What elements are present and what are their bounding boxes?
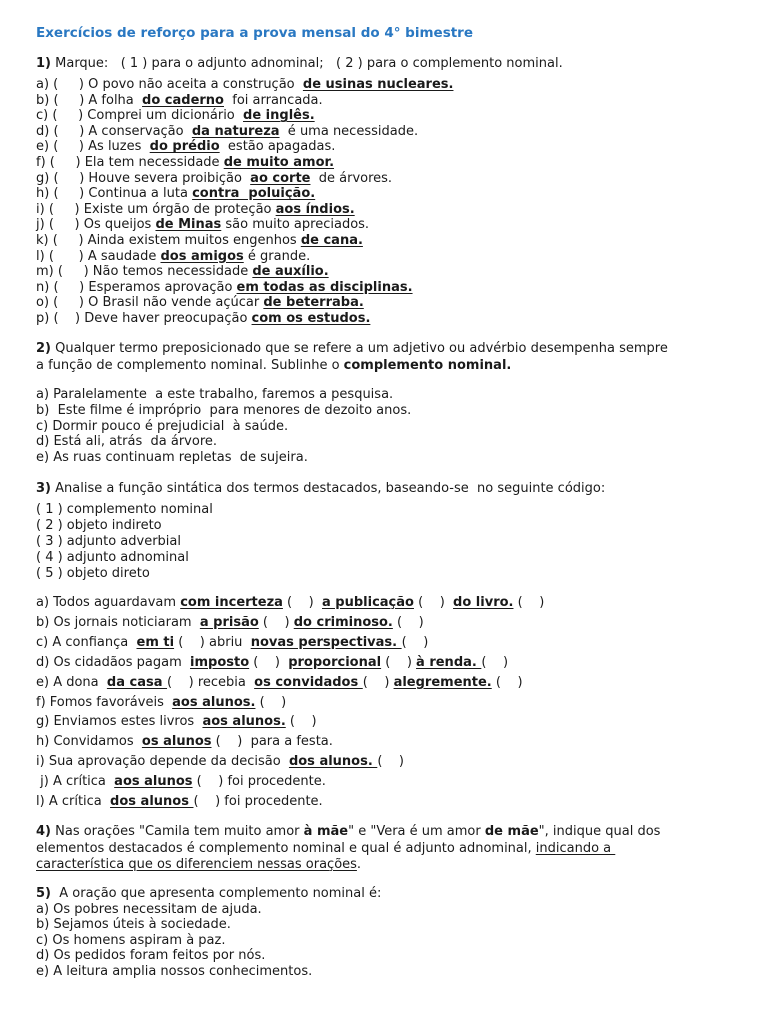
- text-segment: c) A confiança: [36, 634, 137, 650]
- text-segment: g) Enviamos estes livros: [36, 714, 203, 730]
- text-segment: foi arrancada.: [224, 92, 323, 108]
- highlighted-term: do criminoso.: [293, 614, 393, 630]
- highlighted-term: de cana.: [300, 232, 363, 248]
- text-segment: b) ( ) A folha: [36, 92, 143, 108]
- text-line: [36, 55, 748, 72]
- text-segment: ( ): [401, 634, 429, 650]
- bold-text: 2): [36, 341, 51, 356]
- text-segment: é grande.: [243, 248, 311, 264]
- text-segment: a) Os pobres necessitam de ajuda.: [36, 901, 262, 917]
- text-segment: k) ( ) Ainda existem muitos engenhos: [36, 232, 301, 248]
- text-segment: a) Todos aguardavam: [36, 595, 181, 610]
- text-segment: ( ) foi procedente.: [193, 794, 323, 810]
- text-line: [36, 155, 748, 171]
- text-line: [36, 77, 748, 93]
- text-segment: j) A crítica: [36, 774, 115, 790]
- text-segment: ( ): [381, 654, 417, 670]
- highlighted-term: dos alunos: [110, 794, 194, 810]
- text-line: [36, 280, 748, 296]
- text-line: [36, 673, 748, 693]
- question-3-prompt: [36, 480, 748, 497]
- text-line: [36, 202, 748, 218]
- question-3-codes: [36, 502, 748, 582]
- text-segment: a função de complemento nominal. Sublinhe o: [36, 358, 344, 373]
- highlighted-term: os convidados: [254, 674, 363, 690]
- text-segment: ", indique qual dos: [538, 824, 661, 839]
- text-line: [36, 824, 748, 841]
- text-line: [36, 518, 748, 534]
- text-segment: d) Os cidadãos pagam: [36, 654, 191, 670]
- text-segment: l) A crítica: [36, 794, 111, 810]
- text-line: [36, 613, 748, 633]
- text-segment: é uma necessidade.: [279, 123, 419, 139]
- text-line: [36, 566, 748, 582]
- text-line: [36, 653, 748, 673]
- text-segment: b) Sejamos úteis à sociedade.: [36, 917, 231, 933]
- text-line: [36, 233, 748, 249]
- text-segment: ( ): [481, 654, 509, 670]
- text-segment: g) ( ) Houve severa proibição: [36, 170, 251, 186]
- highlighted-term: em ti: [136, 634, 175, 650]
- text-segment: .: [356, 857, 362, 872]
- highlighted-term: de muito amor.: [223, 154, 335, 170]
- text-segment: h) ( ) Continua a luta: [36, 186, 193, 202]
- question-1-items: [36, 77, 748, 327]
- text-line: [36, 403, 748, 419]
- text-segment: e) A dona: [36, 674, 107, 690]
- text-segment: ( ): [392, 614, 424, 630]
- highlighted-term: da natureza: [191, 123, 280, 139]
- text-segment: l) ( ) A saudade: [36, 248, 161, 264]
- highlighted-term: de inglês.: [243, 108, 315, 124]
- text-line: [36, 434, 748, 450]
- text-segment: são muito apreciados.: [221, 217, 370, 233]
- highlighted-term: de auxílio.: [252, 264, 329, 280]
- bold-text: 4): [36, 824, 51, 839]
- text-line: [36, 387, 748, 403]
- text-segment: estão apagadas.: [219, 139, 336, 155]
- highlighted-term: em todas as disciplinas.: [236, 279, 413, 295]
- text-segment: ( ): [362, 674, 394, 690]
- text-segment: ( ): [255, 694, 287, 710]
- text-line: [36, 186, 748, 202]
- highlighted-term: característica que os diferenciem nessas orações: [36, 857, 357, 872]
- bold-text: complemento nominal.: [343, 358, 512, 373]
- bold-text: 5): [36, 886, 51, 901]
- highlighted-term: aos índios.: [275, 201, 355, 217]
- text-segment: A oração que apresenta complemento nominal é:: [51, 886, 382, 901]
- question-1-prompt: [36, 55, 748, 72]
- text-segment: ( ): [491, 674, 523, 690]
- text-segment: ( ): [413, 595, 454, 610]
- question-5-options: [36, 902, 748, 980]
- text-line: [36, 772, 748, 792]
- text-line: [36, 752, 748, 772]
- text-line: [36, 693, 748, 713]
- highlighted-term: a prisão: [199, 614, 259, 630]
- text-segment: ( ): [282, 595, 322, 610]
- text-line: [36, 917, 748, 933]
- text-line: [36, 902, 748, 918]
- text-segment: Qualquer termo preposicionado que se refere a um adjetivo ou advérbio desempenha sempre: [51, 341, 668, 356]
- text-segment: e) A leitura amplia nossos conhecimentos.: [36, 963, 313, 979]
- bold-text: 1): [36, 56, 51, 71]
- text-segment: i) ( ) Existe um órgão de proteção: [36, 201, 276, 217]
- highlighted-term: de beterraba.: [263, 295, 364, 311]
- highlighted-term: proporcional: [288, 654, 382, 670]
- highlighted-term: à renda.: [416, 654, 482, 670]
- text-segment: c) Dormir pouco é prejudicial à saúde.: [36, 418, 289, 434]
- question-5: [36, 886, 748, 980]
- text-line: [36, 311, 748, 327]
- text-segment: ( ): [258, 614, 294, 630]
- text-line: [36, 480, 748, 497]
- text-segment: ( ): [513, 595, 545, 610]
- text-segment: b) Os jornais noticiaram: [36, 614, 200, 630]
- text-line: [36, 171, 748, 187]
- text-segment: Analise a função sintática dos termos destacados, baseando-se no seguinte código:: [51, 481, 606, 496]
- text-segment: f) ( ) Ela tem necessidade: [36, 154, 224, 170]
- text-segment: c) ( ) Comprei um dicionário: [36, 108, 244, 124]
- text-line: [36, 593, 748, 613]
- bold-text: à mãe: [303, 824, 349, 839]
- text-segment: d) Os pedidos foram feitos por nós.: [36, 948, 266, 964]
- text-line: [36, 249, 748, 265]
- question-2-prompt: [36, 340, 748, 374]
- text-line: [36, 450, 748, 466]
- bold-text: 3): [36, 481, 51, 496]
- text-segment: i) Sua aprovação depende da decisão: [36, 754, 289, 770]
- highlighted-term: aos alunos.: [202, 714, 286, 730]
- text-segment: d) Está ali, atrás da árvore.: [36, 434, 218, 450]
- text-segment: ( 4 ) adjunto adnominal: [36, 550, 189, 565]
- highlighted-term: alegremente.: [393, 674, 492, 690]
- text-segment: ( ) recebia: [167, 674, 255, 690]
- highlighted-term: do prédio: [149, 139, 220, 155]
- text-segment: ( ) abriu: [174, 634, 251, 650]
- highlighted-term: dos amigos: [160, 248, 244, 264]
- highlighted-term: com os estudos.: [251, 310, 371, 326]
- text-line: [36, 633, 748, 653]
- text-line: [36, 712, 748, 732]
- highlighted-term: contra poluição.: [192, 186, 316, 202]
- highlighted-term: indicando a: [535, 840, 616, 856]
- text-segment: de árvores.: [310, 170, 393, 186]
- text-segment: ( ): [377, 754, 404, 770]
- text-segment: ( 2 ) objeto indireto: [36, 518, 162, 533]
- text-line: [36, 534, 748, 550]
- highlighted-term: do caderno: [142, 92, 224, 108]
- text-segment: a) ( ) O povo não aceita a construção: [36, 77, 303, 92]
- text-segment: h) Convidamos: [36, 734, 142, 750]
- highlighted-term: a publicação: [322, 595, 414, 610]
- text-line: [36, 139, 748, 155]
- text-segment: ( 1 ) complemento nominal: [36, 502, 213, 517]
- text-segment: j) ( ) Os queijos: [36, 217, 156, 233]
- text-line: [36, 124, 748, 140]
- question-4-prompt: [36, 824, 748, 874]
- text-line: [36, 419, 748, 435]
- text-line: [36, 295, 748, 311]
- highlighted-term: dos alunos.: [288, 754, 378, 770]
- highlighted-term: de Minas: [155, 217, 222, 233]
- text-segment: elementos destacados é complemento nominal e qual é adjunto adnominal,: [36, 840, 536, 856]
- text-segment: o) ( ) O Brasil não vende açúcar: [36, 295, 264, 311]
- highlighted-term: imposto: [190, 654, 250, 670]
- text-segment: e) ( ) As luzes: [36, 139, 150, 155]
- text-line: [36, 93, 748, 109]
- text-segment: ( ): [285, 714, 317, 730]
- text-segment: e) As ruas continuam repletas de sujeira.: [36, 450, 308, 466]
- text-line: [36, 857, 748, 874]
- text-line: [36, 964, 748, 980]
- text-line: [36, 264, 748, 280]
- text-segment: f) Fomos favoráveis: [36, 694, 173, 710]
- text-line: [36, 933, 748, 949]
- question-5-prompt: [36, 886, 748, 902]
- text-line: [36, 357, 748, 374]
- text-line: [36, 108, 748, 124]
- text-line: [36, 841, 748, 858]
- text-segment: m) ( ) Não temos necessidade: [36, 264, 253, 280]
- text-segment: b) Este filme é impróprio para menores de dezoito anos.: [36, 402, 412, 418]
- text-segment: c) Os homens aspiram à paz.: [36, 932, 226, 948]
- text-segment: ( ) foi procedente.: [192, 774, 326, 790]
- text-segment: ( 5 ) objeto direto: [36, 566, 150, 581]
- text-segment: n) ( ) Esperamos aprovação: [36, 279, 237, 295]
- highlighted-term: do livro.: [453, 595, 514, 610]
- document-title: Exercícios de reforço para a prova mensal do 4° bimestre: [36, 25, 473, 41]
- question-2-items: [36, 387, 748, 466]
- text-segment: ( ): [249, 654, 289, 670]
- text-segment: d) ( ) A conservação: [36, 123, 192, 139]
- text-segment: a) Paralelamente a este trabalho, faremos a pesquisa.: [36, 387, 394, 402]
- text-line: [36, 217, 748, 233]
- highlighted-term: com incerteza: [180, 595, 283, 610]
- text-line: [36, 550, 748, 566]
- text-segment: p) ( ) Deve haver preocupação: [36, 310, 252, 326]
- text-segment: ( ) para a festa.: [211, 734, 333, 750]
- question-3-items: [36, 593, 748, 812]
- text-line: [36, 340, 748, 357]
- highlighted-term: novas perspectivas.: [250, 634, 402, 650]
- highlighted-term: ao corte: [250, 170, 311, 186]
- text-line: [36, 502, 748, 518]
- text-segment: Marque: ( 1 ) para o adjunto adnominal; ( 2 ) para o complemento nominal.: [51, 56, 563, 71]
- text-line: [36, 886, 748, 902]
- highlighted-term: aos alunos: [114, 774, 193, 790]
- text-line: [36, 792, 748, 812]
- bold-text: de mãe: [484, 824, 539, 839]
- text-line: [36, 732, 748, 752]
- text-segment: Nas orações "Camila tem muito amor: [51, 824, 304, 839]
- highlighted-term: os alunos: [141, 734, 212, 750]
- text-segment: ( 3 ) adjunto adverbial: [36, 534, 181, 549]
- highlighted-term: aos alunos.: [172, 694, 256, 710]
- highlighted-term: de usinas nucleares.: [302, 77, 454, 92]
- text-line: [36, 948, 748, 964]
- highlighted-term: da casa: [106, 674, 168, 690]
- text-segment: " e "Vera é um amor: [348, 824, 485, 839]
